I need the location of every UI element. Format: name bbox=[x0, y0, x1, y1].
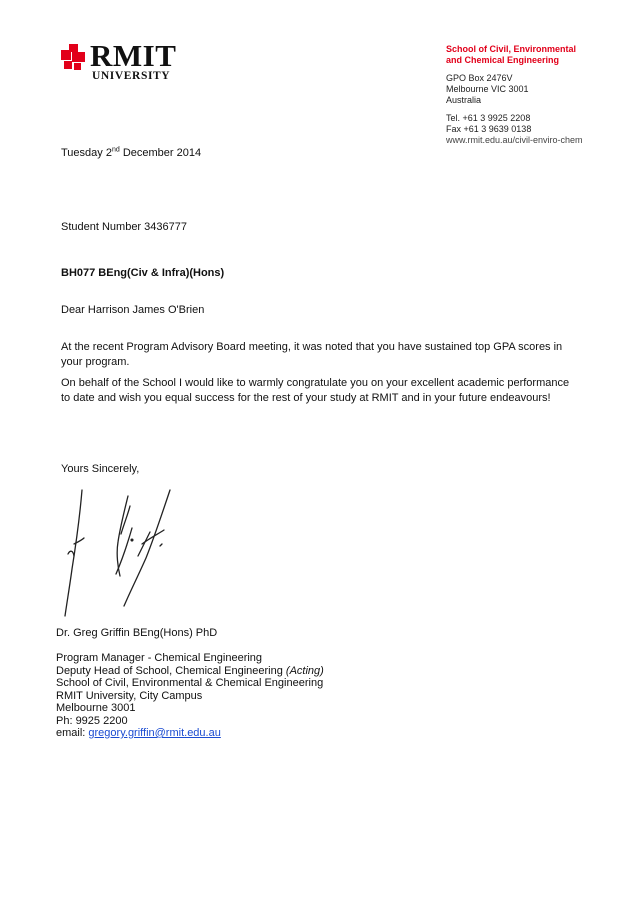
website: www.rmit.edu.au/civil-enviro-chem bbox=[446, 135, 583, 145]
signer-city: Melbourne 3001 bbox=[56, 702, 136, 714]
school-name-line2: and Chemical Engineering bbox=[446, 55, 560, 65]
email-label: email: bbox=[56, 727, 89, 739]
signer-title-2 bbox=[56, 665, 324, 678]
signer-title-2-note: (Acting) bbox=[285, 664, 324, 677]
telephone: Tel. +61 3 9925 2208 bbox=[446, 113, 531, 123]
address-country: Australia bbox=[446, 95, 482, 105]
program-code: BH077 BEng(Civ & Infra)(Hons) bbox=[61, 267, 225, 279]
fax: Fax +61 3 9639 0138 bbox=[446, 124, 532, 134]
signer-email-line bbox=[56, 727, 324, 740]
logo-subtitle: UNIVERSITY bbox=[92, 70, 171, 82]
date-rest: December 2014 bbox=[119, 147, 202, 159]
address-city: Melbourne VIC 3001 bbox=[446, 84, 529, 94]
school-address-block bbox=[446, 44, 626, 146]
signer-title-1: Program Manager - Chemical Engineering bbox=[56, 652, 263, 664]
signer-name: Dr. Greg Griffin BEng(Hons) PhD bbox=[56, 627, 218, 639]
letter-date bbox=[61, 146, 201, 161]
student-number: Student Number 3436777 bbox=[61, 221, 187, 233]
signer-title-3: School of Civil, Environmental & Chemical Engineering bbox=[56, 677, 324, 689]
rmit-pixel-logo-icon bbox=[60, 44, 88, 72]
signer-details bbox=[56, 652, 324, 740]
po-box: GPO Box 2476V bbox=[446, 73, 513, 83]
signer-campus: RMIT University, City Campus bbox=[56, 689, 203, 702]
email-link[interactable]: gregory.griffin@rmit.edu.au bbox=[88, 727, 221, 739]
date-suffix: nd bbox=[111, 146, 120, 154]
rmit-logo bbox=[60, 38, 177, 86]
signer-phone: Ph: 9925 2200 bbox=[56, 714, 128, 727]
school-name-line1: School of Civil, Environmental bbox=[446, 44, 577, 54]
date-day: Tuesday 2 bbox=[61, 147, 112, 159]
paragraph-2: On behalf of the School I would like to warmly congratulate you on your excellent academic performance to date and wish you equal success for the rest of your study at RMIT and in your future endeavours! bbox=[61, 377, 570, 404]
logo-wordmark: RMIT bbox=[90, 38, 177, 73]
signer-title-2-text: Deputy Head of School, Chemical Engineering bbox=[56, 664, 286, 677]
closing: Yours Sincerely, bbox=[61, 463, 140, 475]
handwritten-signature bbox=[58, 484, 180, 620]
paragraph-1: At the recent Program Advisory Board meeting, it was noted that you have sustained top GPA scores in your program. bbox=[61, 341, 563, 368]
salutation: Dear Harrison James O'Brien bbox=[61, 304, 205, 316]
